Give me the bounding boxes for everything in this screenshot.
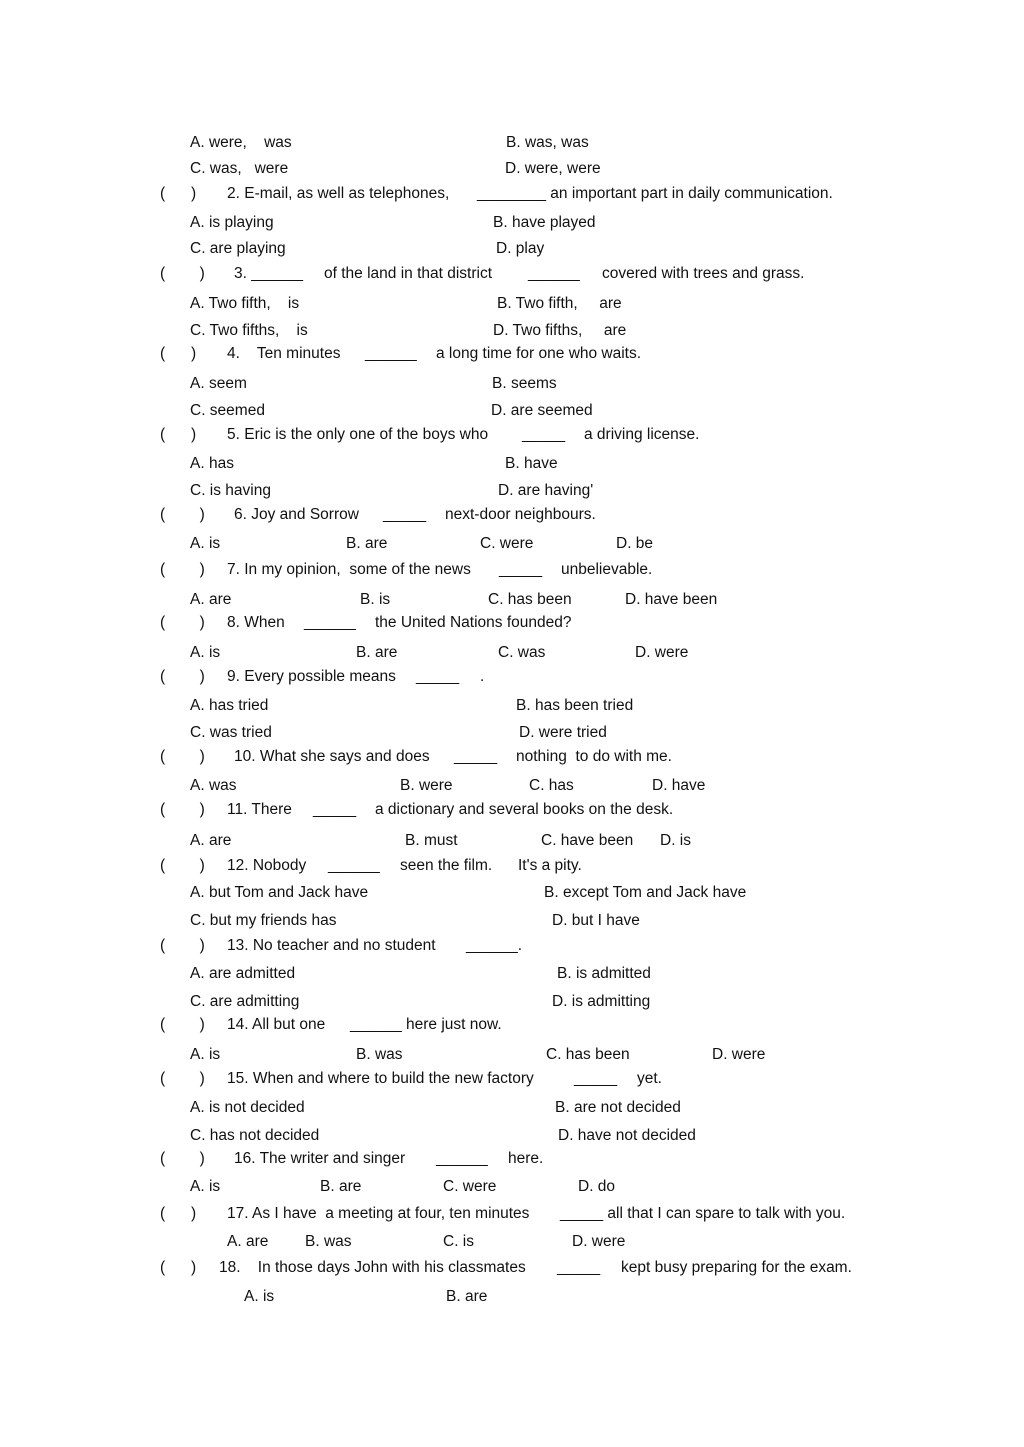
answer-option-q8-stem-b: ______ — [304, 614, 356, 631]
answer-option-q13-a: A. are admitted — [190, 965, 296, 982]
answer-option-q3-b: B. Two fifth, are — [497, 295, 622, 312]
answer-option-q18-b: B. are — [446, 1288, 488, 1305]
answer-option-q6-d: D. be — [616, 535, 654, 552]
answer-option-q14-a: A. is — [190, 1046, 221, 1063]
answer-option-q12-stem-d: It's a pity. — [518, 857, 582, 874]
answer-option-q18-stem-a: 18. In those days John with his classmates — [219, 1259, 526, 1276]
answer-option-q17-stem-a: 17. As I have a meeting at four, ten minutes — [227, 1205, 530, 1222]
answer-option-q6-stem-b: _____ — [383, 506, 427, 523]
answer-option-q6-stem-a: 6. Joy and Sorrow — [234, 506, 359, 523]
answer-blank-parentheses-q2-paren: ( ) — [160, 185, 197, 202]
answer-option-q3-d: D. Two fifths, are — [493, 322, 627, 339]
answer-option-q11-a: A. are — [190, 832, 232, 849]
answer-option-q15-b: B. are not decided — [555, 1099, 681, 1116]
answer-option-q8-b: B. are — [356, 644, 398, 661]
answer-blank-parentheses-q5-paren: ( ) — [160, 426, 197, 443]
answer-option-q5-d: D. are having' — [498, 482, 594, 499]
answer-option-q16-stem-c: here. — [508, 1150, 544, 1167]
answer-option-q12-stem-c: seen the film. — [400, 857, 493, 874]
answer-option-q4-d: D. are seemed — [491, 402, 593, 419]
answer-option-q10-stem-b: _____ — [454, 748, 498, 765]
answer-option-q6-a: A. is — [190, 535, 221, 552]
answer-option-q14-c: C. has been — [546, 1046, 630, 1063]
answer-option-q16-c: C. were — [443, 1178, 497, 1195]
answer-option-q12-c: C. but my friends has — [190, 912, 337, 929]
answer-option-q17-stem-b: _____ all that I can spare to talk with you. — [560, 1205, 846, 1222]
answer-option-q16-stem-a: 16. The writer and singer — [234, 1150, 406, 1167]
answer-option-q4-stem-a: 4. Ten minutes — [227, 345, 341, 362]
answer-option-q17-a: A. are — [227, 1233, 269, 1250]
answer-option-q11-b: B. must — [405, 832, 458, 849]
answer-blank-parentheses-q17-paren: ( ) — [160, 1205, 197, 1222]
answer-option-q10-a: A. was — [190, 777, 237, 794]
answer-option-q17-d: D. were — [572, 1233, 626, 1250]
answer-option-q18-a: A. is — [244, 1288, 275, 1305]
answer-option-q3-c: C. Two fifths, is — [190, 322, 308, 339]
answer-blank-parentheses-q14-paren: ( ) — [160, 1016, 205, 1033]
answer-option-q8-d: D. were — [635, 644, 689, 661]
answer-option-q15-stem-c: yet. — [637, 1070, 662, 1087]
answer-blank-parentheses-q4-paren: ( ) — [160, 345, 197, 362]
answer-option-q10-stem-c: nothing to do with me. — [516, 748, 672, 765]
answer-option-q9-stem-a: 9. Every possible means — [227, 668, 396, 685]
answer-option-q11-stem-c: a dictionary and several books on the desk. — [375, 801, 674, 818]
answer-option-q1-c: C. was, were — [190, 160, 289, 177]
answer-option-q9-stem-c: . — [480, 668, 485, 685]
answer-option-q12-a: A. but Tom and Jack have — [190, 884, 369, 901]
answer-option-q15-d: D. have not decided — [558, 1127, 696, 1144]
answer-option-q1-d: D. were, were — [505, 160, 601, 177]
answer-option-q7-stem-b: _____ — [499, 561, 543, 578]
answer-option-q2-stem-b: ________ an important part in daily communication. — [477, 185, 833, 202]
answer-option-q10-d: D. have — [652, 777, 706, 794]
answer-option-q14-stem-b: ______ here just now. — [350, 1016, 502, 1033]
answer-blank-parentheses-q6-paren: ( ) — [160, 506, 205, 523]
answer-option-q6-stem-c: next-door neighbours. — [445, 506, 596, 523]
answer-option-q11-c: C. have been — [541, 832, 634, 849]
answer-option-q18-stem-c: kept busy preparing for the exam. — [621, 1259, 852, 1276]
answer-option-q13-stem-b: ______. — [466, 937, 523, 954]
answer-option-q8-stem-c: the United Nations founded? — [375, 614, 572, 631]
answer-option-q7-a: A. are — [190, 591, 232, 608]
answer-option-q2-d: D. play — [496, 240, 545, 257]
answer-option-q5-c: C. is having — [190, 482, 271, 499]
answer-option-q10-stem-a: 10. What she says and does — [234, 748, 430, 765]
answer-option-q9-b: B. has been tried — [516, 697, 634, 714]
answer-option-q9-a: A. has tried — [190, 697, 269, 714]
answer-blank-parentheses-q12-paren: ( ) — [160, 857, 205, 874]
answer-option-q12-b: B. except Tom and Jack have — [544, 884, 747, 901]
answer-option-q16-a: A. is — [190, 1178, 221, 1195]
answer-option-q12-stem-a: 12. Nobody — [227, 857, 307, 874]
answer-option-q5-b: B. have — [505, 455, 558, 472]
answer-option-q13-stem-a: 13. No teacher and no student — [227, 937, 436, 954]
answer-option-q3-stem-a: 3. ______ — [234, 265, 303, 282]
answer-option-q16-d: D. do — [578, 1178, 616, 1195]
answer-option-q5-stem-a: 5. Eric is the only one of the boys who — [227, 426, 489, 443]
answer-option-q14-b: B. was — [356, 1046, 403, 1063]
answer-option-q15-c: C. has not decided — [190, 1127, 320, 1144]
answer-option-q9-d: D. were tried — [519, 724, 607, 741]
answer-option-q2-b: B. have played — [493, 214, 596, 231]
answer-option-q11-stem-a: 11. There — [227, 801, 292, 818]
answer-option-q15-stem-a: 15. When and where to build the new factory — [227, 1070, 534, 1087]
answer-option-q14-stem-a: 14. All but one — [227, 1016, 326, 1033]
answer-option-q13-c: C. are admitting — [190, 993, 300, 1010]
answer-option-q7-stem-a: 7. In my opinion, some of the news — [227, 561, 471, 578]
answer-blank-parentheses-q15-paren: ( ) — [160, 1070, 205, 1087]
answer-blank-parentheses-q7-paren: ( ) — [160, 561, 205, 578]
answer-blank-parentheses-q9-paren: ( ) — [160, 668, 205, 685]
answer-option-q5-stem-b: _____ — [522, 426, 566, 443]
answer-option-q8-stem-a: 8. When — [227, 614, 285, 631]
answer-option-q12-d: D. but I have — [552, 912, 640, 929]
answer-option-q11-stem-b: _____ — [313, 801, 357, 818]
answer-option-q8-a: A. is — [190, 644, 221, 661]
answer-option-q4-stem-c: a long time for one who waits. — [436, 345, 642, 362]
answer-option-q12-stem-b: ______ — [328, 857, 380, 874]
answer-option-q17-c: C. is — [443, 1233, 474, 1250]
answer-option-q4-stem-b: ______ — [365, 345, 417, 362]
answer-option-q2-stem-a: 2. E-mail, as well as telephones, — [227, 185, 450, 202]
answer-blank-parentheses-q10-paren: ( ) — [160, 748, 205, 765]
answer-option-q4-c: C. seemed — [190, 402, 265, 419]
answer-blank-parentheses-q8-paren: ( ) — [160, 614, 205, 631]
answer-option-q5-a: A. has — [190, 455, 234, 472]
answer-option-q4-b: B. seems — [492, 375, 557, 392]
answer-option-q9-c: C. was tried — [190, 724, 272, 741]
answer-option-q1-b: B. was, was — [506, 134, 589, 151]
answer-option-q1-a: A. were, was — [190, 134, 292, 151]
answer-option-q9-stem-b: _____ — [416, 668, 460, 685]
answer-option-q11-d: D. is — [660, 832, 691, 849]
answer-option-q14-d: D. were — [712, 1046, 766, 1063]
answer-option-q5-stem-c: a driving license. — [584, 426, 700, 443]
answer-option-q13-d: D. is admitting — [552, 993, 651, 1010]
answer-option-q3-stem-b: of the land in that district — [324, 265, 493, 282]
answer-option-q2-a: A. is playing — [190, 214, 274, 231]
answer-option-q6-b: B. are — [346, 535, 388, 552]
answer-option-q7-c: C. has been — [488, 591, 572, 608]
answer-option-q16-b: B. are — [320, 1178, 362, 1195]
answer-option-q16-stem-b: ______ — [436, 1150, 488, 1167]
answer-option-q15-stem-b: _____ — [574, 1070, 618, 1087]
answer-blank-parentheses-q18-paren: ( ) — [160, 1259, 197, 1276]
answer-option-q2-c: C. are playing — [190, 240, 286, 257]
answer-option-q10-c: C. has — [529, 777, 574, 794]
answer-option-q7-d: D. have been — [625, 591, 718, 608]
answer-blank-parentheses-q13-paren: ( ) — [160, 937, 205, 954]
answer-option-q10-b: B. were — [400, 777, 453, 794]
answer-option-q17-b: B. was — [305, 1233, 352, 1250]
answer-option-q8-c: C. was — [498, 644, 546, 661]
answer-option-q6-c: C. were — [480, 535, 534, 552]
answer-option-q18-stem-b: _____ — [557, 1259, 601, 1276]
answer-option-q3-a: A. Two fifth, is — [190, 295, 300, 312]
answer-blank-parentheses-q3-paren: ( ) — [160, 265, 205, 282]
answer-option-q7-b: B. is — [360, 591, 391, 608]
answer-option-q4-a: A. seem — [190, 375, 247, 392]
answer-option-q13-b: B. is admitted — [557, 965, 651, 982]
answer-blank-parentheses-q16-paren: ( ) — [160, 1150, 205, 1167]
answer-blank-parentheses-q11-paren: ( ) — [160, 801, 205, 818]
answer-option-q7-stem-c: unbelievable. — [561, 561, 653, 578]
answer-option-q3-stem-c: ______ — [528, 265, 580, 282]
answer-option-q15-a: A. is not decided — [190, 1099, 305, 1116]
answer-option-q3-stem-d: covered with trees and grass. — [602, 265, 805, 282]
